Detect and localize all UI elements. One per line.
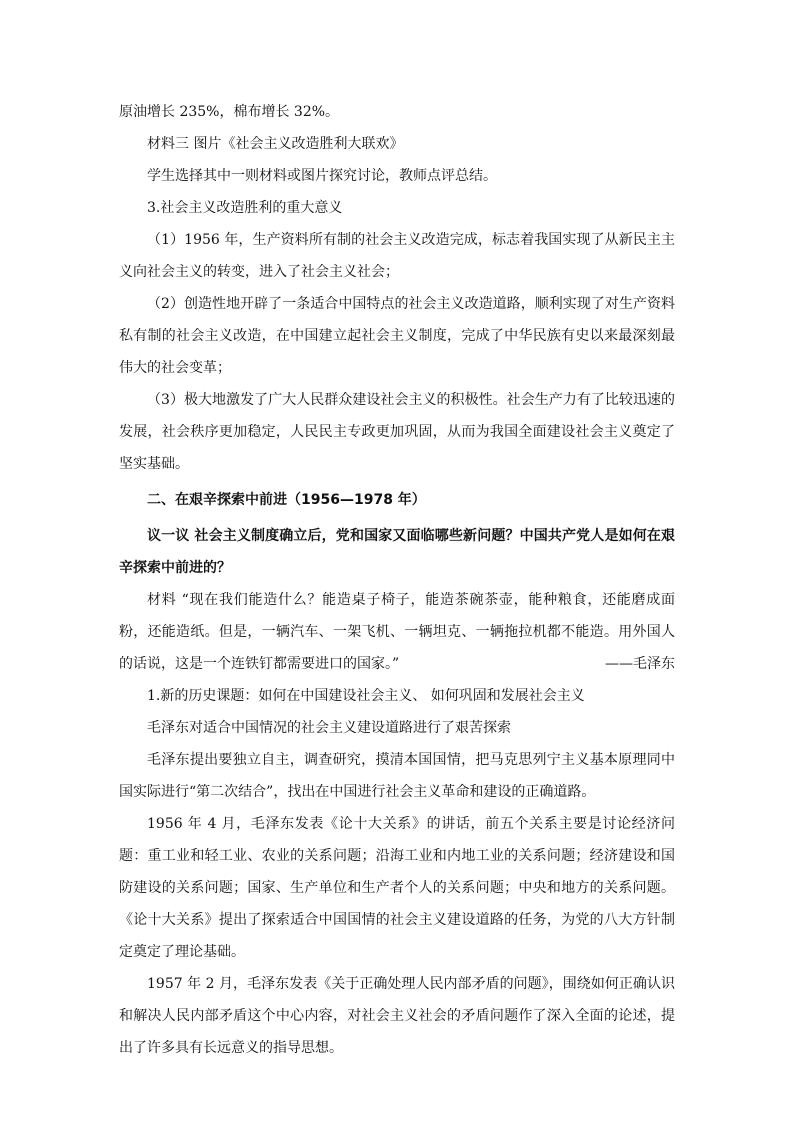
paragraph-1956: 1956 年 4 月，毛泽东发表《论十大关系》的讲话，前五个关系主要是讨论经济问题：重工业和轻工业、农业的关系问题；沿海工业和内地工业的关系问题；经济建设和国防建设的关系问题；国家、生产单位和生产者个人的关系问题；中央和地方的关系问题。《论十大关系》提出了探索适合中国国情的社会主义建设道路的任务，为党的八大方针制定奠定了理论基础。 bbox=[119, 816, 675, 960]
subheading-new-topic: 1.新的历史课题：如何在中国建设社会主义、 如何巩固和发展社会主义 bbox=[147, 688, 585, 704]
document-body bbox=[119, 96, 675, 1064]
section-heading-2: 二、在艰辛探索中前进（1956—1978 年） bbox=[147, 492, 426, 508]
paragraph-1957: 1957 年 2 月，毛泽东发表《关于正确处理人民内部矛盾的问题》，围绕如何正确认识和解决人民内部矛盾这个中心内容，对社会主义社会的矛盾问题作了深入全面的论述，提出了许多具有长远意义的指导思想。 bbox=[119, 976, 675, 1056]
paragraph-growth: 原油增长 235%，棉布增长 32%。 bbox=[119, 104, 340, 120]
discussion-instruction: 学生选择其中一则材料或图片探究讨论，教师点评总结。 bbox=[147, 168, 497, 184]
mao-exploration: 毛泽东对适合中国情况的社会主义建设道路进行了艰苦探索 bbox=[147, 720, 511, 736]
mao-independence: 毛泽东提出要独立自主，调查研究，摸清本国国情，把马克思列宁主义基本原理同中国实际进行“第二次结合”，找出在中国进行社会主义革命和建设的正确道路。 bbox=[119, 752, 675, 800]
discussion-question: 议一议 社会主义制度确立后，党和国家又面临哪些新问题？中国共产党人是如何在艰辛探索中前进的？ bbox=[119, 528, 675, 576]
significance-point-2: （2）创造性地开辟了一条适合中国特点的社会主义改造道路，顺利实现了对生产资料私有制的社会主义改造，在中国建立起社会主义制度，完成了中华民族有史以来最深刻最伟大的社会变革； bbox=[119, 296, 675, 376]
significance-point-3: （3）极大地激发了广大人民群众建设社会主义的积极性。社会生产力有了比较迅速的发展，社会秩序更加稳定，人民民主专政更加巩固，从而为我国全面建设社会主义奠定了坚实基础。 bbox=[119, 392, 675, 472]
significance-point-1: （1）1956 年，生产资料所有制的社会主义改造完成，标志着我国实现了从新民主主义向社会主义的转变，进入了社会主义社会； bbox=[119, 232, 675, 280]
material-three: 材料三 图片《社会主义改造胜利大联欢》 bbox=[147, 136, 404, 152]
quote-text: 材料 “现在我们能造什么？能造桌子椅子，能造茶碗茶壶，能种粮食，还能磨成面粉，还能造纸。但是，一辆汽车、一架飞机、一辆坦克、一辆拖拉机都不能造。用外国人的话说，这是一个连铁钉都需要进口的国家。” bbox=[119, 592, 675, 672]
subheading-significance: 3.社会主义改造胜利的重大意义 bbox=[147, 200, 343, 216]
quote-block bbox=[119, 584, 675, 680]
quote-attribution: ——毛泽东 bbox=[605, 656, 675, 672]
